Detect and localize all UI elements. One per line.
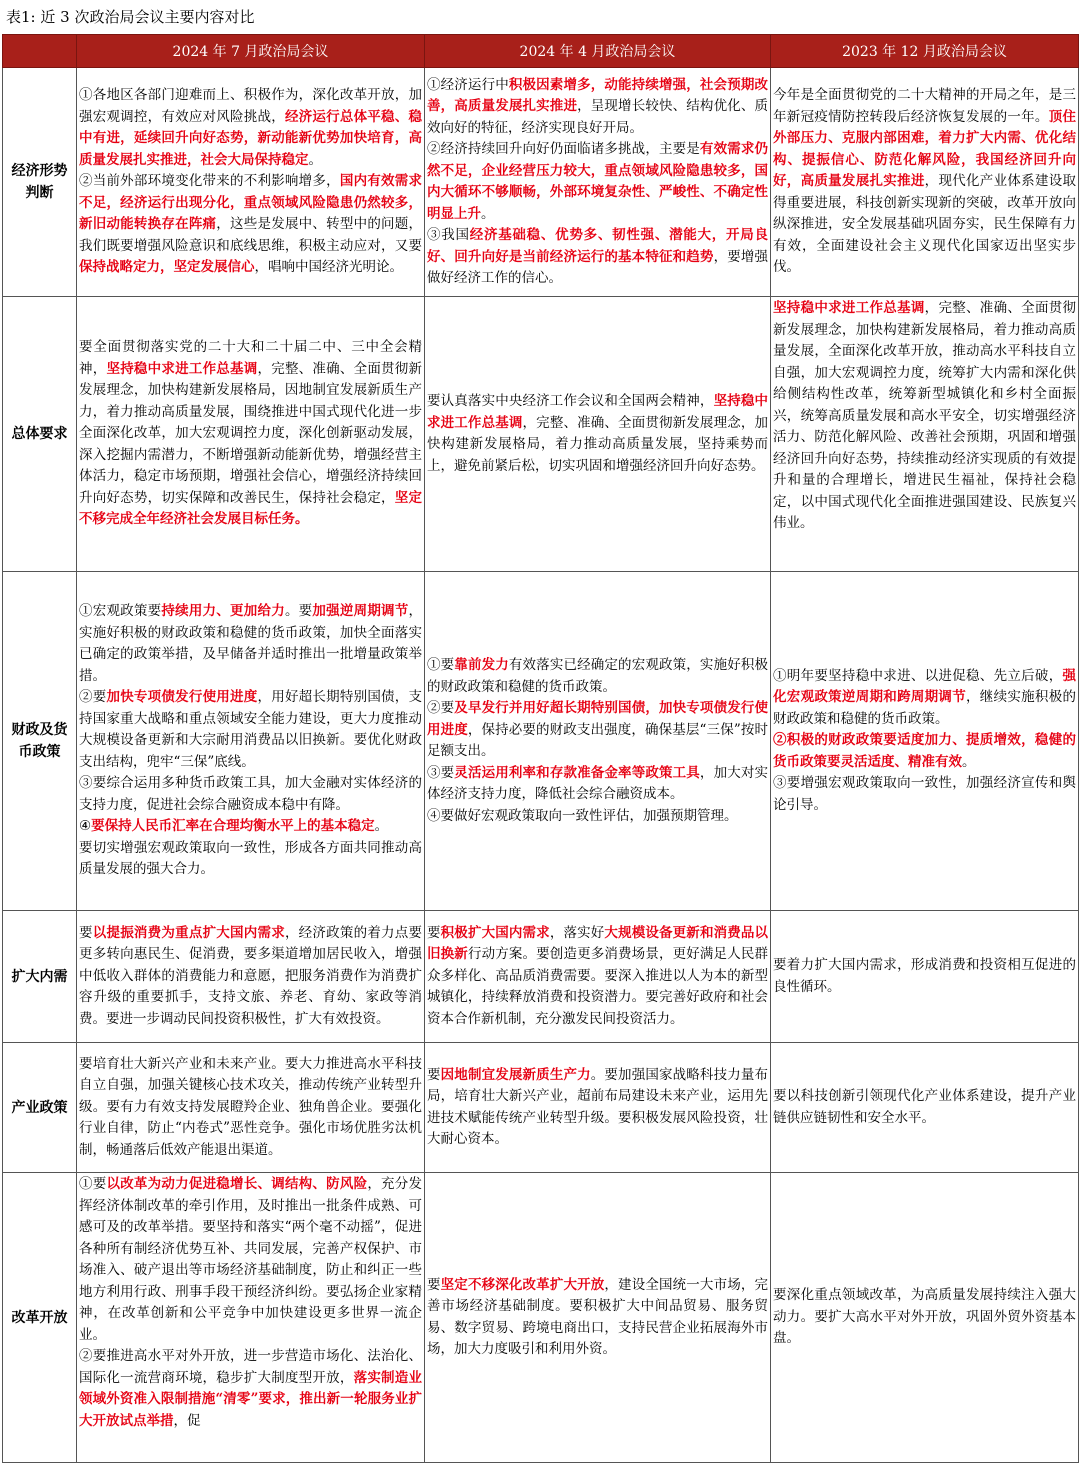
cell-text: 。 xyxy=(308,151,322,168)
table-row xyxy=(3,911,1079,1043)
cell-text: 要 xyxy=(79,924,93,941)
cell-text: ①各地区各部门迎难而上、积极作为，深化改革开放，加强宏观调控，有效应对风险挑战， xyxy=(79,87,422,125)
cell xyxy=(771,1043,1079,1173)
cell xyxy=(425,297,771,572)
highlight-text: 加快专项债发行使用进度 xyxy=(106,689,258,706)
cell-text: 。要 xyxy=(284,603,313,620)
highlight-text: 落实制造业领域外资准入限制措施“清零”要求，推出新一轮服务业扩大开放试点举措 xyxy=(79,1369,423,1429)
highlight-text: 持续用力、更加给力 xyxy=(161,603,285,620)
cell-text: 要着力扩大国内需求，形成消费和投资相互促进的良性循环。 xyxy=(773,957,1076,995)
cell xyxy=(77,68,425,297)
cell xyxy=(77,297,425,572)
cell-text: ，实施好积极的财政政策和稳健的货币政策，加快全面落实已确定的政策举措，及早储备并适时推出一批增量政策举措。 xyxy=(79,603,423,684)
cell-text: 。 xyxy=(481,205,495,222)
cell-text: ②要 xyxy=(427,700,455,716)
cell-text: 。 xyxy=(962,753,976,770)
table-caption: 表1: 近 3 次政治局会议主要内容对比 xyxy=(6,8,255,26)
cell-text: 有效落实已经确定的宏观政策，实施好积极的财政政策和稳健的货币政策。 xyxy=(427,657,769,695)
table-row xyxy=(3,297,1079,572)
highlight-text: 国内有效需求不足，经济运行出现分化，重点领域风险隐患仍然较多，新旧动能转换存在阵痛 xyxy=(79,173,423,233)
highlight-text: 大规模设备更新和消费品以旧换新 xyxy=(427,924,769,963)
cell-text: ④ xyxy=(79,818,92,835)
cell-text: ，充分发挥经济体制改革的牵引作用，及时推出一批条件成熟、可感可及的改革举措。要坚持和落实“两个毫不动摇”，促进各种所有制经济优势互补、共同发展，完善产权保护、市场准入、破产退出等市场经济基础制度，防止和纠正一些地方利用行政、刑事手段干预经济纠纷。要弘扬企业家精神，在改革创新和公平竞争中加快建设更多世界一流企业。 xyxy=(79,1176,423,1343)
cell-text: 要深化重点领域改革，为高质量发展持续注入强大动力。要扩大高水平对外开放，巩固外贸外资基本盘。 xyxy=(773,1287,1076,1347)
cell-text: ③要 xyxy=(427,764,455,781)
highlight-text: 坚定不移深化改革扩大开放 xyxy=(440,1276,605,1293)
cell xyxy=(425,911,771,1043)
highlight-text: 积极因素增多，动能持续增强，社会预期改善，高质量发展扎实推进 xyxy=(427,76,768,114)
highlight-text: 经济基础稳、优势多、韧性强、潜能大，开局良好、回升向好是当前经济运行的基本特征和趋势 xyxy=(427,227,769,265)
highlight-text: 坚持稳中求进工作总基调 xyxy=(106,360,258,377)
cell-text: ，促 xyxy=(173,1412,201,1429)
cell-text: ③我国 xyxy=(427,227,470,243)
highlight-text: 要保持人民币汇率在合理均衡水平上的基本稳定 xyxy=(91,818,375,835)
highlight-text: 因地制宜发展新质生产力 xyxy=(440,1066,591,1083)
highlight-text: 坚持稳中求进工作总基调 xyxy=(773,300,925,316)
highlight-text: 以提振消费为重点扩大国内需求 xyxy=(92,924,285,941)
cell-text: ，继续实施积极的财政政策和稳健的货币政策。 xyxy=(773,689,1076,727)
column-header-2024-07: 2024 年 7 月政治局会议 xyxy=(77,35,425,68)
highlight-text: 坚定不移完成全年经济社会发展目标任务。 xyxy=(79,489,423,528)
cell-text: ，完整、准确、全面贯彻新发展理念，加快构建新发展格局，因地制宜发展新质生产力，着力推动高质量发展，围绕推进中国式现代化进一步全面深化改革，加大宏观调控力度，深化创新驱动发展，深入挖掘内需潜力，不断增强新动能新优势，增强经营主体活力，稳定市场预期，增强社会信心，增强经济持续回升向好态势，切实保障和改善民生，保持社会稳定， xyxy=(79,360,423,506)
column-header-2024-04: 2024 年 4 月政治局会议 xyxy=(425,35,771,68)
table-row xyxy=(3,68,1079,297)
row-header: 财政及货币政策 xyxy=(3,572,77,911)
cell-text: ①宏观政策要 xyxy=(79,603,162,620)
cell-text: 要 xyxy=(427,1276,441,1293)
cell-text: 要全面贯彻落实党的二十大和二十届二中、三中全会精神， xyxy=(79,339,422,377)
cell xyxy=(77,1173,425,1463)
cell-text: ，呈现增长较快、结构优化、质效向好的特征，经济实现良好开局。 xyxy=(427,98,769,136)
highlight-text: 以改革为动力促进稳增长、调结构、防风险 xyxy=(106,1176,368,1192)
header-corner xyxy=(3,35,77,68)
cell-text: ，落实好 xyxy=(549,924,605,941)
cell-text: 今年是全面贯彻党的二十大精神的开局之年，是三年新冠疫情防控转段后经济恢复发展的一年。 xyxy=(773,87,1076,125)
highlight-text: 经济运行总体平稳、稳中有进，延续回升向好态势，新动能新优势加快培育，高质量发展扎实推进，社会大局保持稳定 xyxy=(79,108,422,168)
cell xyxy=(771,68,1079,297)
cell-text: ，保持必要的财政支出强度，确保基层“三保”按时足额支出。 xyxy=(427,721,768,759)
table-header-row xyxy=(3,35,1079,68)
table-row xyxy=(3,572,1079,911)
cell-text: ，这些是发展中、转型中的问题，我们既要增强风险意识和底线思维，积极主动应对，又要 xyxy=(79,216,423,254)
cell-text: ②要推进高水平对外开放，进一步营造市场化、法治化、国际化一流营商环境，稳步扩大制度型开放， xyxy=(79,1348,422,1386)
cell-text: 要以科技创新引领现代化产业体系建设，提升产业链供应链韧性和安全水平。 xyxy=(773,1088,1076,1126)
cell xyxy=(771,572,1079,911)
cell xyxy=(425,68,771,297)
cell-text: ①经济运行中 xyxy=(427,76,509,93)
cell-text: ②当前外部环境变化带来的不利影响增多， xyxy=(79,173,340,190)
cell xyxy=(77,1043,425,1173)
cell-text: 。要加强国家战略科技力量布局，培育壮大新兴产业，超前布局建设未来产业，运用先进技术赋能传统产业转型升级。要积极发展风险投资，壮大耐心资本。 xyxy=(427,1066,769,1147)
row-header: 产业政策 xyxy=(3,1043,77,1173)
cell-text: ，现代化产业体系建设取得重要进展，科技创新实现新的突破，改革开放向纵深推进，安全发展基础巩固夯实，民生保障有力有效，全面建设社会主义现代化国家迈出坚实步伐。 xyxy=(773,173,1077,276)
table-row xyxy=(3,1043,1079,1173)
highlight-text: 顶住外部压力、克服内部困难，着力扩大内需、优化结构、提振信心、防范化解风险，我国经济回升向好，高质量发展扎实推进 xyxy=(773,108,1077,190)
cell-text: ，建设全国统一大市场，完善市场经济基础制度。要积极扩大中间品贸易、服务贸易、数字贸易、跨境电商出口，支持民营企业拓展海外市场，加大力度吸引和利用外资。 xyxy=(427,1276,769,1357)
cell-text: 行动方案。要创造更多消费场景，更好满足人民群众多样化、高品质消费需要。要深入推进以人为本的新型城镇化，持续释放消费和投资潜力。要完善好政府和社会资本合作新机制，充分激发民间投资活力。 xyxy=(427,946,768,1027)
cell-text: 。 xyxy=(374,818,389,835)
highlight-text: 加强逆周期调节 xyxy=(312,603,409,620)
table-row xyxy=(3,1173,1079,1463)
cell-text: 要认真落实中央经济工作会议和全国两会精神， xyxy=(427,393,714,409)
cell-text: ，要增强做好经济工作的信心。 xyxy=(427,248,768,286)
highlight-text: ②积极的财政政策要适度加力、提质增效，稳健的货币政策要灵活适度、精准有效 xyxy=(773,732,1076,770)
cell-text: ④要做好宏观政策取向一致性评估，加强预期管理。 xyxy=(427,807,738,824)
cell-text: ③要增强宏观政策取向一致性，加强经济宣传和舆论引导。 xyxy=(773,775,1076,813)
cell-text: ，经济政策的着力点要更多转向惠民生、促消费，要多渠道增加居民收入，增强中低收入群体的消费能力和意愿，把服务消费作为消费扩容升级的重要抓手，支持文旅、养老、育幼、家政等消费。要进一步调动民间投资积极性，扩大有效投资。 xyxy=(79,924,423,1027)
cell-text: ，加大对实体经济支持力度，降低社会综合融资成本。 xyxy=(427,764,769,802)
highlight-text: 强化宏观政策逆周期和跨周期调节 xyxy=(773,667,1076,706)
cell xyxy=(77,911,425,1043)
row-header: 扩大内需 xyxy=(3,911,77,1043)
highlight-text: 坚持稳中求进工作总基调 xyxy=(427,393,768,431)
cell-text: ，完整、准确、全面贯彻新发展理念，加快构建新发展格局，着力推动高质量发展，全面深化改革开放，推动高水平科技自立自强，加大宏观调控力度，统筹扩大内需和深化供给侧结构性改革，统筹新型城镇化和乡村全面振兴，统筹高质量发展和高水平安全，切实增强经济活力、防范化解风险、改善社会预期，巩固和增强经济回升向好态势，持续推动经济实现质的有效提升和量的合理增长，增进民生福祉，保持社会稳定，以中国式现代化全面推进强国建设、民族复兴伟业。 xyxy=(773,300,1077,531)
highlight-text: 靠前发力 xyxy=(454,657,509,673)
highlight-text: 有效需求仍然不足，企业经营压力较大，重点领域风险隐患较多，国内大循环不够顺畅，外部环境复杂性、严峻性、不确定性明显上升 xyxy=(427,141,769,222)
cell xyxy=(425,1173,771,1463)
row-header: 总体要求 xyxy=(3,297,77,572)
row-header: 经济形势判断 xyxy=(3,68,77,297)
highlight-text: 及早发行并用好超长期特别国债，加快专项债发行使用进度 xyxy=(427,700,769,738)
row-header: 改革开放 xyxy=(3,1173,77,1463)
cell xyxy=(425,572,771,911)
cell-text: ①明年要坚持稳中求进、以进促稳、先立后破， xyxy=(773,667,1063,684)
cell xyxy=(771,1173,1079,1463)
highlight-text: 灵活运用利率和存款准备金率等政策工具 xyxy=(454,764,700,781)
cell-text: ，完整、准确、全面贯彻新发展理念，加快构建新发展格局，着力推动高质量发展，坚持乘势而上，避免前紧后松，切实巩固和增强经济回升向好态势。 xyxy=(427,414,769,474)
cell-text: ②经济持续回升向好仍面临诸多挑战，主要是 xyxy=(427,141,700,157)
cell-text: 要切实增强宏观政策取向一致性，形成各方面共同推动高质量发展的强大合力。 xyxy=(79,839,422,878)
cell-text: ，用好超长期特别国债，支持国家重大战略和重点领域安全能力建设，更大力度推动大规模设备更新和大宗耐用消费品以旧换新。要优化财政支出结构，兜牢“三保”底线。 xyxy=(79,689,423,770)
cell-text: ③要综合运用多种货币政策工具，加大金融对实体经济的支持力度，促进社会综合融资成本稳中有降。 xyxy=(79,775,422,813)
cell-text: 要 xyxy=(427,1066,441,1083)
cell-text: ，唱响中国经济光明论。 xyxy=(254,259,403,276)
cell xyxy=(425,1043,771,1173)
cell-text: ①要 xyxy=(427,657,455,673)
cell xyxy=(77,572,425,911)
cell-text: ②要 xyxy=(79,689,107,706)
cell-text: ①要 xyxy=(79,1176,107,1192)
column-header-2023-12: 2023 年 12 月政治局会议 xyxy=(771,35,1079,68)
comparison-table xyxy=(2,34,1079,1463)
highlight-text: 保持战略定力，坚定发展信心 xyxy=(79,259,255,276)
cell-text: 要 xyxy=(427,924,441,941)
cell xyxy=(771,911,1079,1043)
cell-text: 要培育壮大新兴产业和未来产业。要大力推进高水平科技自立自强，加强关键核心技术攻关，推动传统产业转型升级。要有力有效支持发展瞪羚企业、独角兽企业。要强化行业自律，防止“内卷式”恶性竞争。强化市场优胜劣汰机制，畅通落后低效产能退出渠道。 xyxy=(79,1055,422,1158)
cell xyxy=(771,297,1079,572)
highlight-text: 积极扩大国内需求 xyxy=(440,924,550,941)
